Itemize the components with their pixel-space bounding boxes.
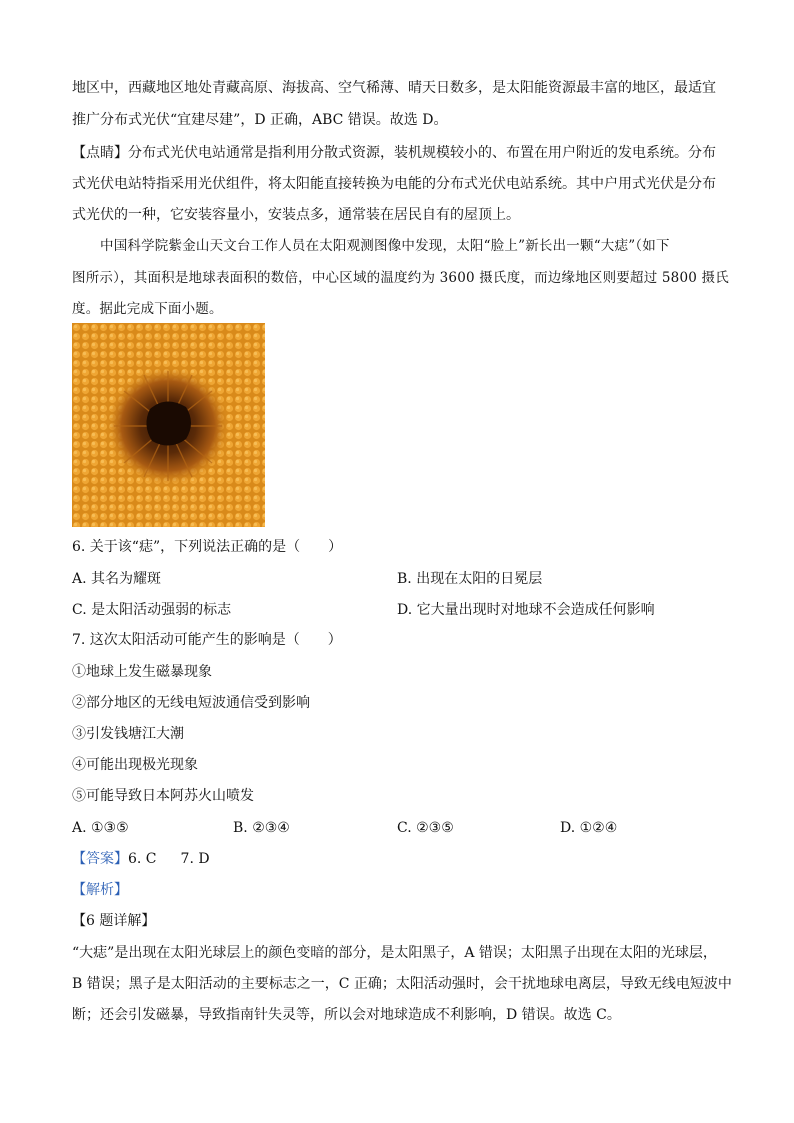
answer-row	[72, 849, 210, 869]
text-line: 式光伏电站特指采用光伏组件，将太阳能直接转换为电能的分布式光伏电站系统。其中户用式光伏是分布	[72, 176, 716, 192]
q6-option-c: C. 是太阳活动强弱的标志	[72, 602, 232, 618]
q7-statement: ②部分地区的无线电短波通信受到影响	[72, 695, 310, 711]
q7-statement: ⑤可能导致日本阿苏火山喷发	[72, 788, 254, 804]
q7-statement: ③引发钱塘江大潮	[72, 726, 184, 742]
answer-7: 7. D	[180, 851, 210, 867]
q7-option-a: A. ①③⑤	[72, 820, 129, 836]
text-line: 地区中，西藏地区地处青藏高原、海拔高、空气稀薄、晴天日数多，是太阳能资源最丰富的地区，最适宜	[72, 80, 716, 96]
q7-option-b: B. ②③④	[233, 820, 290, 836]
q6-option-b: B. 出现在太阳的日冕层	[397, 571, 543, 587]
question-7-stem: 7. 这次太阳活动可能产生的影响是（ ）	[72, 632, 342, 648]
detail-title: 【6 题详解】	[72, 913, 156, 929]
text-line: 式光伏的一种，它安装容量小，安装点多，通常装在居民自有的屋顶上。	[72, 207, 520, 223]
q7-statement: ①地球上发生磁暴现象	[72, 664, 212, 680]
answer-label: 【答案】	[72, 851, 128, 867]
q6-option-d: D. 它大量出现时对地球不会造成任何影响	[397, 602, 655, 618]
tip-line: 【点睛】分布式光伏电站通常是指利用分散式资源，装机规模较小的、布置在用户附近的发电系统。分布	[72, 145, 716, 161]
question-6-stem: 6. 关于该“痣”，下列说法正确的是（ ）	[72, 539, 343, 555]
passage-line: 中国科学院紫金山天文台工作人员在太阳观测图像中发现，太阳“脸上”新长出一颗“大痣”（如下	[100, 238, 670, 254]
text-line: 推广分布式光伏“宜建尽建”，D 正确，ABC 错误。故选 D。	[72, 112, 448, 128]
sunspot-image	[72, 323, 265, 527]
q7-statement: ④可能出现极光现象	[72, 757, 198, 773]
passage-line: 图所示），其面积是地球表面积的数倍，中心区域的温度约为 3600 摄氏度，而边缘地区则要超过 5800 摄氏	[72, 270, 729, 286]
q7-option-d: D. ①②④	[560, 820, 618, 836]
detail-line: “大痣”是出现在太阳光球层上的颜色变暗的部分，是太阳黑子，A 错误；太阳黑子出现在太阳的光球层，	[72, 945, 717, 961]
passage-line: 度。据此完成下面小题。	[72, 301, 223, 317]
analysis-label: 【解析】	[72, 882, 128, 898]
q6-option-a: A. 其名为耀斑	[72, 571, 162, 587]
detail-line: 断；还会引发磁暴，导致指南针失灵等，所以会对地球造成不利影响，D 错误。故选 C。	[72, 1007, 621, 1023]
q7-option-c: C. ②③⑤	[397, 820, 454, 836]
answer-6: 6. C	[128, 851, 157, 867]
detail-line: B 错误；黑子是太阳活动的主要标志之一，C 正确；太阳活动强时，会干扰地球电离层，导致无线电短波中	[72, 976, 732, 992]
